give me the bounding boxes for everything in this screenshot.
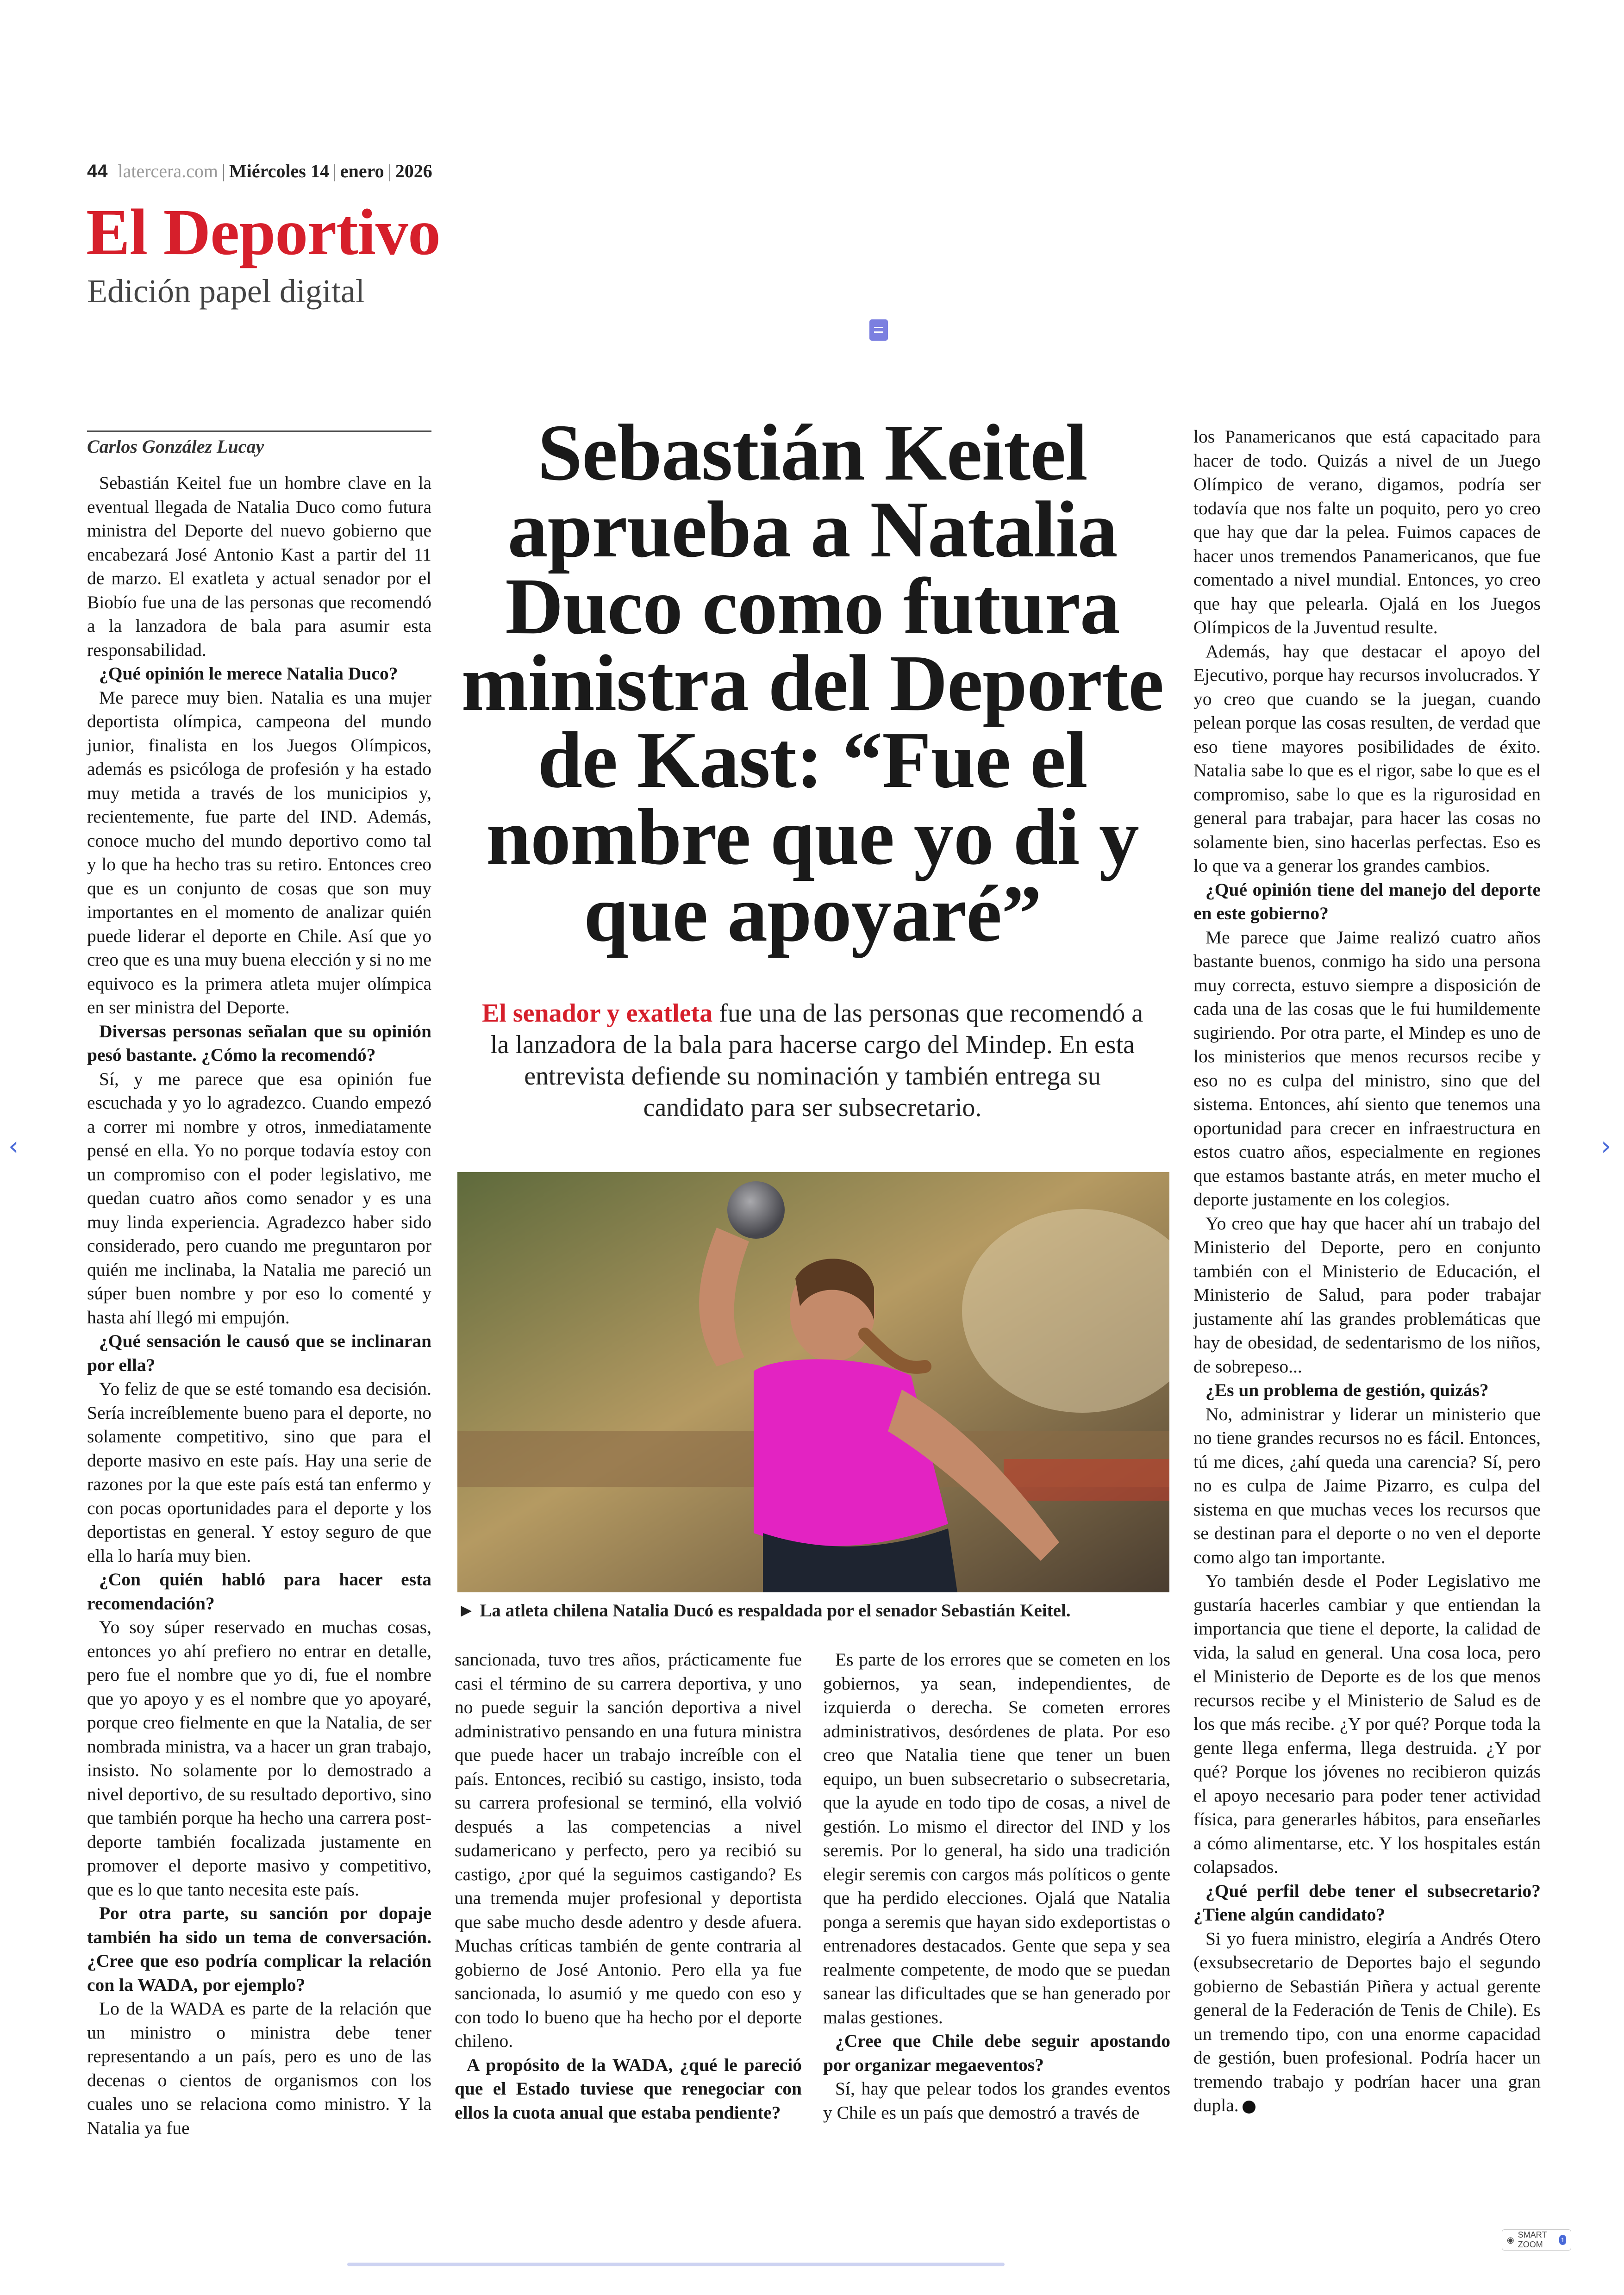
article-column-1 [87,471,431,2140]
article-paragraph: Yo feliz de que se esté tomando esa decisión. Sería increíblemente bueno para el deporte, no solamente competitivo, sino que para el deporte masivo en este país. Hay una serie de razones por la que este país está tan enfermo y con pocas oportunidades para el deporte y los deportistas en general. Y estoy seguro de que ella lo haría muy bien. [87,1378,431,1566]
section-title: El Deportivo [86,195,440,268]
interview-question: ¿Es un problema de gestión, quizás? [1206,1380,1489,1400]
edition-label: Edición papel digital [87,273,365,310]
article-column-3 [823,1648,1170,2125]
zoom-badge: 1 [1559,2235,1566,2245]
article-paragraph: Además, hay que destacar el apoyo del Ejecutivo, porque hay recursos involucrados. Y yo creo que cuando se la juegan, cuando pelean porque las cosas resulten, de verdad que eso tiene mayores posibilidades de éxito. Natalia sabe lo que es el rigor, sabe lo que es el compromiso, sabe lo que es la rigurosidad en general para trabajar, para hacer las cosas no solamente bien, sino hacerlas perfectas. Eso es lo que va a generar los grandes cambios. [1193,641,1541,876]
article-paragraph: los Panamericanos que está capacitado para hacer de todo. Quizás a nivel de un Juego Olímpico de verano, digamos, podría ser todavía que nos falte un poquito, pero yo creo que hay que dar la pelea. Fuimos capaces de hacer unos tremendos Panamericanos, que fue comentado a nivel mundial. Entonces, yo creo que hay que pelearla. Ojalá en los Juegos Olímpicos de la Juventud resulte. [1193,426,1541,637]
text-view-icon[interactable] [869,319,888,341]
article-paragraph: No, administrar y liderar un ministerio que no tiene grandes recursos no es fácil. Entonces, tú me dices, ¿ahí queda una carencia? Sí, pero no es culpa de Jaime Pizarro, es culpa del sistema en que muchas veces los recursos que se destinan para el deporte o no ven el deporte como algo tan importante. [1193,1403,1541,1567]
interview-question: ¿Qué perfil debe tener el subsecretario? ¿Tiene algún candidato? [1193,1880,1541,1925]
article-column-4 [1193,425,1541,2118]
end-mark [1243,2101,1255,2114]
smart-zoom-label: SMART ZOOM [1518,2230,1547,2249]
interview-question: ¿Cree que Chile debe seguir apostando por organizar megaeventos? [823,2031,1170,2075]
article-paragraph: Sí, hay que pelear todos los grandes eventos y Chile es un país que demostró a través de [823,2078,1170,2123]
article-paragraph: Sí, y me parece que esa opinión fue escuchada y yo lo agradezco. Cuando empezó a correr mi nombre y otros, inmediatamente pensé en ella. Yo no porque todavía estoy con un compromiso con el poder legislativo, me quedan cuatro años como senador y es una muy linda experiencia. Agradezco haber sido considerado, pero cuando me preguntaron por quién me inclinaba, la Natalia me pareció un súper buen nombre y por eso lo comenté y hasta ahí llegó mi empujón. [87,1068,431,1328]
horizontal-scrollbar[interactable] [347,2263,1005,2266]
article-paragraph: Lo de la WADA es parte de la relación que un ministro o ministra debe tener representando a un país, pero es uno de las decenas o cientos de organismos con los cuales uno se relaciona como ministro. Y la Natalia ya fue [87,1998,431,2138]
article-column-2 [455,1648,802,2125]
issue-month: enero [340,161,384,181]
article-paragraph: Yo también desde el Poder Legislativo me gustaría hacerles cambiar y que entiendan la importancia que tiene el deporte, la calidad de vida, la salud en general. Una cosa loca, pero el Ministerio de Deporte es de los que menos recursos recibe y el Ministerio de Salud es de los que más recibe. ¿Y por qué? Porque toda la gente llega enferma, llega destruida. ¿Y por qué? Porque los jóvenes no recibieron quizás el apoyo necesario para poder tener actividad física, para generarles hábitos, para enseñarles a cómo alimentarse, etc. Y los hospitales están colapsados. [1193,1571,1541,1877]
article-paragraph: Si yo fuera ministro, elegiría a Andrés Otero (exsubsecretario de Deportes bajo el segundo gobierno de Sebastián Piñera y actual gerente general de la Federación de Tenis de Chile). Es un tremendo tipo, con una enorme capacidad de gestión, buen profesional. Podría hacer un tremendo trabajo y podrían hacer una gran dupla. [1193,1928,1541,2115]
dek-lead: El senador y exatleta [481,999,713,1028]
athlete-photo-illustration [457,1172,1169,1592]
eye-icon: ◉ [1507,2235,1514,2245]
folio-line: 44 latercera.com | Miércoles 14 | enero | 2026 [87,161,432,181]
smart-zoom-button[interactable] [1502,2229,1571,2251]
article-photo [457,1172,1169,1592]
article-paragraph: Sebastián Keitel fue un hombre clave en la eventual llegada de Natalia Duco como futura ministra del Deporte del nuevo gobierno que encabezará José Antonio Kast a partir del 11 de marzo. El exatleta y actual senador por el Biobío fue una de las personas que recomendó a la lanzadora de bala para asumir esta responsabilidad. [87,473,431,660]
interview-question: ¿Qué opinión le merece Natalia Duco? [99,663,398,684]
page-number: 44 [87,161,108,181]
interview-question: ¿Con quién habló para hacer esta recomendación? [87,1569,431,1614]
article-paragraph: Es parte de los errores que se cometen en los gobiernos, ya sean, independientes, de izquierda o derecha. Se cometen errores administrativos, desórdenes de plata. Por eso creo que Natalia tiene que tener un buen equipo, un buen subsecretario o subsecretaria, que la ayude en todo tipo de cosas, a nivel de gestión. Lo mismo el director del IND y los seremis. Por lo general, ha sido una tradición elegir seremis con cargos más políticos o gente que ha perdido elecciones. Ojalá que Natalia ponga a seremis que hayan sido exdeportistas o entrenadores destacados. Gente que sepa y sea realmente competente, de modo que se puedan sanear las dificultades que se han generado por malas gestiones. [823,1649,1170,2027]
photo-caption: ► La atleta chilena Natalia Ducó es respaldada por el senador Sebastián Keitel. [457,1601,1071,1621]
dek-body: fue una de las personas que recomendó a la lanzadora de la bala para hacerse cargo del Mindep. En esta entrevista defiende su nominación y también entrega su candidato para ser subsecretario. [490,999,1143,1122]
interview-question: Por otra parte, su sanción por dopaje también ha sido un tema de conversación. ¿Cree que eso podría complicar la relación con la WADA, por ejemplo? [87,1903,431,1995]
article-paragraph: Yo soy súper reservado en muchas cosas, entonces yo ahí prefiero no entrar en detalle, pero fue el nombre que yo di, fue el nombre que yo apoyo y es el nombre que yo apoyaré, porque creo fielmente en que la Natalia, de ser nombrada ministra, va a hacer un gran trabajo, insisto. No solamente por lo demostrado a nivel deportivo, de su resultado deportivo, sino que también porque ha hecho una carrera post-deporte también focalizada justamente en promover el deporte masivo y competitivo, que es lo que tanto necesita este país. [87,1617,431,1900]
chevron-left-icon[interactable]: ‹ [8,1131,19,1161]
issue-day: Miércoles 14 [229,161,329,181]
headline: Sebastián Keitel aprueba a Natalia Duco como futura ministra del Deporte de Kast: “Fue el nombre que yo di y que apoyaré” [461,408,1164,958]
article-paragraph: Me parece que Jaime realizó cuatro años bastante buenos, conmigo ha sido una persona muy correcta, estuvo siempre a disposición de cada una de las cosas que le fui humildemente sugiriendo. Por otra parte, el Mindep es uno de los ministerios que menos recursos recibe y eso no es culpa del ministro, sino que del sistema. Entonces, ahí siento que tenemos una oportunidad para crecer en infraestructura en estos cuatro años, especialmente en regiones que estamos bastante atrás, en meter mucho el deporte justamente en los colegios. [1193,927,1541,1210]
interview-question: A propósito de la WADA, ¿qué le pareció que el Estado tuviese que renegociar con ellos la cuota anual que estaba pendiente? [455,2054,802,2123]
article-paragraph: sancionada, tuvo tres años, prácticamente fue casi el término de su carrera deportiva, y uno no puede seguir la sanción deportiva a nivel administrativo pensando en una futura ministra que puede hacer un trabajo increíble con el país. Entonces, recibió su castigo, insisto, toda su carrera profesional se terminó, ella volvió después a las competencias a nivel sudamericano y perfecto, pero ya recibió su castigo, ¿por qué la seguimos castigando? Es una tremenda mujer profesional y deportista que sabe mucho desde adentro y desde afuera. Muchas críticas también de gente contraria al gobierno de José Antonio. Pero ella ya fue sancionada, lo asumió y me quedo con eso y con todo lo bueno que ha hecho por el deporte chileno. [455,1649,802,2051]
article-paragraph: Yo creo que hay que hacer ahí un trabajo del Ministerio del Deporte, pero en conjunto también con el Ministerio de Educación, el Ministerio de Salud, para poder trabajar justamente ahí las grandes problemáticas que hay de obesidad, de sedentarismo de los niños, de sobrepeso... [1193,1213,1541,1377]
chevron-right-icon[interactable]: › [1601,1131,1612,1161]
dek [477,998,1148,1123]
issue-year: 2026 [395,161,432,181]
interview-question: ¿Qué opinión tiene del manejo del deporte en este gobierno? [1193,879,1541,923]
article-paragraph: Me parece muy bien. Natalia es una mujer deportista olímpica, campeona del mundo junior, finalista en los Juegos Olímpicos, además es psicóloga de profesión y ha estado muy metida a través de los municipios y, recientemente, fue parte del IND. Además, conoce mucho del mundo deportivo como tal y lo que ha hecho tras su retiro. Entonces creo que es un conjunto de cosas que son muy importantes en el momento de analizar quién puede liderar el deporte en Chile. Así que yo creo que es una muy buena elección y si no me equivoco es la primera atleta mujer olímpica en ser ministra del Deporte. [87,687,431,1017]
interview-question: ¿Qué sensación le causó que se inclinaran por ella? [87,1331,431,1375]
byline: Carlos González Lucay [87,430,431,457]
site-name: latercera.com [118,161,219,181]
interview-question: Diversas personas señalan que su opinión pesó bastante. ¿Cómo la recomendó? [87,1021,431,1065]
